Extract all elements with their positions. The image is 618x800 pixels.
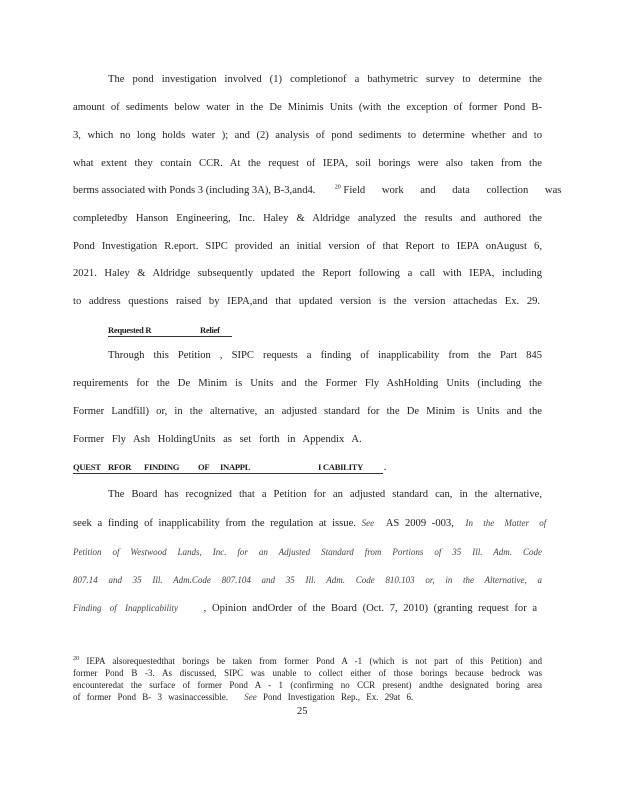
footnote-line1-text: IEPA alsorequestedthat borings be taken from former Pond A -1 (which is not part of this Petition) and bbox=[86, 656, 543, 666]
heading2-word6: I CABILITY bbox=[318, 462, 363, 472]
footnote-line2: former Pond B -3. As discussed, SIPC was unable to collect either of those borings because bedrock was bbox=[73, 668, 542, 678]
para1-line2: amount of sediments below water in the De Minimis Units (with the exception of former Pond B- bbox=[73, 102, 542, 113]
as-citation: AS 2009 -003, bbox=[385, 518, 454, 529]
footnote-mark: 20 bbox=[73, 656, 79, 662]
heading-underline bbox=[108, 336, 232, 337]
para1-line8: 2021. Haley & Aldridge subsequently updated the Report following a call with IEPA, including bbox=[73, 268, 542, 279]
case-title-start: In the Matter of bbox=[465, 518, 547, 528]
para1-line3: 3, which no long holds water ); and (2) analysis of pond sediments to determine whether and to bbox=[73, 130, 542, 141]
heading2-word2: RFOR bbox=[108, 462, 132, 472]
para1-line7: Pond Investigation R.eport. SIPC provided an initial version of that Report to IEPA onAugust 6, bbox=[73, 241, 542, 252]
footnote-line4 bbox=[73, 692, 542, 703]
footnote-line4-a: of former Pond B- 3 wasinaccessible. bbox=[73, 692, 228, 702]
footnote-line3: encounteredat the surface of former Pond A - 1 (confirming no CCR present) andthe designated boring area bbox=[73, 680, 542, 690]
para3-line4: 807.14 and 35 Ill. Adm.Code 807.104 and 35 Ill. Adm. Code 810.103 or, in the Alternative, a bbox=[73, 575, 542, 585]
para1-line5-rest: Field work and data collection was bbox=[343, 185, 562, 196]
para1-line6: completedby Hanson Engineering, Inc. Haley & Aldridge analyzed the results and authored the bbox=[73, 213, 542, 224]
para1-line4: what extent they contain CCR. At the request of IEPA, soil borings were also taken from the bbox=[73, 158, 542, 169]
footnote-see-signal: See bbox=[244, 692, 257, 702]
heading2-word3: FINDING bbox=[144, 462, 180, 472]
para2-line3: Former Landfill) or, in the alternative, an adjusted standard for the De Minim is Units and the bbox=[73, 406, 542, 417]
footnote-line1 bbox=[73, 656, 542, 667]
heading2-word4: OF bbox=[198, 462, 210, 472]
heading2-underline bbox=[73, 473, 383, 474]
heading-requested: Requested R bbox=[108, 325, 152, 335]
footnote-ref-20: 20 bbox=[334, 184, 341, 191]
para1-line9: to address questions raised by IEPA,and that updated version is the version attachedas Ex. 29. bbox=[73, 296, 541, 307]
para3-line2 bbox=[73, 516, 547, 531]
para2-line2: requirements for the De Minim is Units and the Former Fly AshHolding Units (including the bbox=[73, 378, 542, 389]
para1-line1: The pond investigation involved (1) completionof a bathymetric survey to determine the bbox=[108, 74, 542, 85]
heading-relief: Relief bbox=[200, 325, 220, 335]
heading2-word5: INAPPL bbox=[220, 462, 251, 472]
para3-line2-text: seek a finding of inapplicability from the regulation at issue. bbox=[73, 518, 356, 529]
para1-line5-text: berms associated with Ponds 3 (including 3A), B-3,and4. bbox=[73, 185, 316, 196]
para3-line3: Petition of Westwood Lands, Inc. for an Adjusted Standard from Portions of 35 Ill. Adm. Code bbox=[73, 547, 542, 557]
para1-line5 bbox=[73, 184, 562, 198]
see-signal: See bbox=[361, 518, 375, 528]
para2-line1: Through this Petition , SIPC requests a finding of inapplicability from the Part 845 bbox=[108, 350, 542, 361]
heading2-period: . bbox=[384, 462, 386, 472]
para3-line5 bbox=[73, 601, 542, 616]
case-title-end: Finding of Inapplicability bbox=[73, 603, 178, 613]
footnote-line4-b: Pond Investigation Rep., Ex. 29at 6. bbox=[262, 692, 414, 702]
para2-line4: Former Fly Ash HoldingUnits as set forth in Appendix A. bbox=[73, 434, 362, 445]
para3-line5-rest: , Opinion andOrder of the Board (Oct. 7, 2010) (granting request for a bbox=[203, 603, 538, 614]
heading2-word1: QUEST bbox=[73, 462, 101, 472]
page-number: 25 bbox=[297, 706, 308, 717]
para3-line1: The Board has recognized that a Petition for an adjusted standard can, in the alternative, bbox=[108, 489, 542, 500]
